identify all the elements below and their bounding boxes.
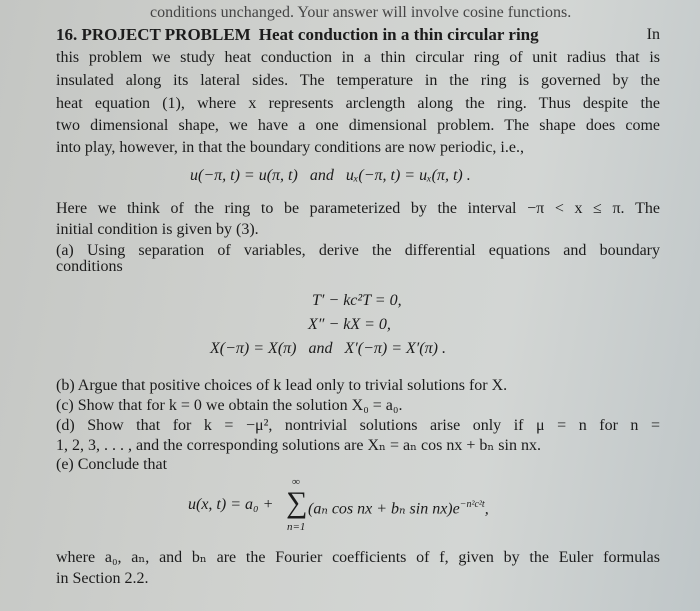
intro-line: two dimensional shape, we have a one dimensional problem. The shape does come bbox=[56, 117, 660, 134]
closing-line: where a₀, aₙ, and bₙ are the Fourier coefficients of f, given by the Euler formulas bbox=[56, 549, 660, 566]
intro-line: this problem we study heat conduction in a thin circular ring of unit radius that is bbox=[56, 49, 660, 66]
part-c: (c) Show that for k = 0 we obtain the solution X₀ = a₀. bbox=[56, 397, 403, 414]
sum-lhs: u(x, t) = a₀ + bbox=[188, 496, 274, 513]
problem-heading: Heat conduction in a thin circular ring bbox=[258, 25, 539, 44]
sum-term: (aₙ cos nx + bₙ sin nx)e bbox=[308, 500, 460, 518]
comma: , bbox=[484, 500, 489, 518]
equation-t: T′ − kc²T = 0, bbox=[312, 292, 402, 309]
after-line: initial condition is given by (3). bbox=[56, 221, 259, 238]
problem-number-title: 16. PROJECT PROBLEM bbox=[56, 25, 251, 44]
part-d-cont: 1, 2, 3, . . . , and the corresponding solutions are Xₙ = aₙ cos nx + bₙ sin nx. bbox=[56, 437, 541, 454]
intro-line: In bbox=[646, 26, 660, 43]
sum-rhs bbox=[308, 496, 489, 518]
part-a-cont: conditions bbox=[56, 258, 123, 275]
part-b: (b) Argue that positive choices of k lead only to trivial solutions for X. bbox=[56, 377, 508, 394]
closing-line: in Section 2.2. bbox=[56, 570, 149, 587]
periodic-boundary-equation: u(−π, t) = u(π, t) and uₓ(−π, t) = uₓ(π, t) . bbox=[190, 167, 471, 184]
intro-line: insulated along its lateral sides. The temperature in the ring is governed by the bbox=[56, 72, 660, 89]
part-a: (a) Using separation of variables, derive the differential equations and boundary bbox=[56, 242, 660, 259]
problem-heading-line bbox=[56, 26, 660, 45]
sigma-symbol: ∑ bbox=[286, 486, 308, 519]
part-e: (e) Conclude that bbox=[56, 456, 168, 473]
equation-x: X″ − kX = 0, bbox=[308, 316, 391, 333]
sum-upper-limit: ∞ bbox=[292, 476, 300, 488]
intro-line: heat equation (1), where x represents arclength along the ring. Thus despite the bbox=[56, 95, 660, 112]
part-d: (d) Show that for k = −μ², nontrivial solutions arise only if μ = n for n = bbox=[56, 417, 660, 434]
previous-problem-fragment: conditions unchanged. Your answer will involve cosine functions. bbox=[150, 4, 572, 21]
after-line: Here we think of the ring to be parameterized by the interval −π < x ≤ π. The bbox=[56, 200, 660, 217]
exponent: −n²c²t bbox=[459, 499, 485, 510]
intro-line: into play, however, in that the boundary conditions are now periodic, i.e., bbox=[56, 139, 524, 156]
sum-lower-limit: n=1 bbox=[287, 521, 306, 533]
equation-periodic-x: X(−π) = X(π) and X′(−π) = X′(π) . bbox=[210, 340, 446, 357]
